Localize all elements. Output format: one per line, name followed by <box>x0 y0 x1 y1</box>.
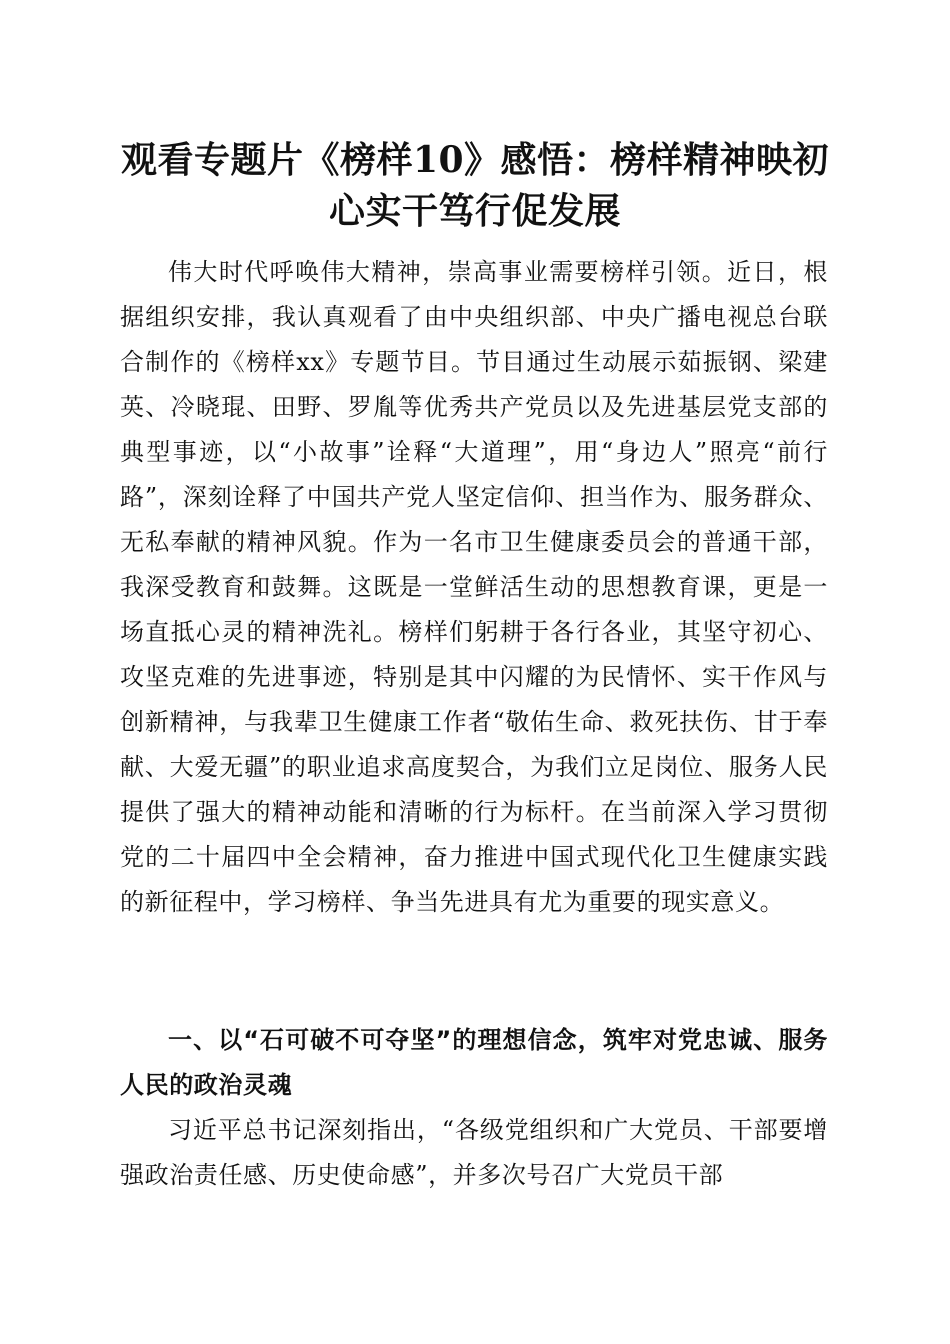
section-heading: 一、以“石可破不可夺坚”的理想信念，筑牢对党忠诚、服务人民的政治灵魂 <box>120 1026 828 1099</box>
document-title: 观看专题片《榜样10》感悟：榜样精神映初心实干笃行促发展 <box>120 139 830 232</box>
section-paragraph: 习近平总书记深刻指出，“各级党组织和广大党员、干部要增强政治责任感、历史使命感”，并多次号召广大党员干部 <box>120 1116 828 1189</box>
intro-paragraph: 伟大时代呼唤伟大精神，崇高事业需要榜样引领。近日，根据组织安排，我认真观看了由中央组织部、中央广播电视总台联合制作的《榜样xx》专题节目。节目通过生动展示茹振钢、梁建英、冷晓琨、田野、罗胤等优秀共产党员以及先进基层党支部的典型事迹，以“小故事”诠释“大道理”，用“身边人”照亮“前行路”，深刻诠释了中国共产党人坚定信仰、担当作为、服务群众、无私奉献的精神风貌。作为一名市卫生健康委员会的普通干部，我深受教育和鼓舞。这既是一堂鲜活生动的思想教育课，更是一场直抵心灵的精神洗礼。榜样们躬耕于各行各业，其坚守初心、攻坚克难的先进事迹，特别是其中闪耀的为民情怀、实干作风与创新精神，与我辈卫生健康工作者“敬佑生命、救死扶伤、甘于奉献、大爱无疆”的职业追求高度契合，为我们立足岗位、服务人民提供了强大的精神动能和清晰的行为标杆。在当前深入学习贯彻党的二十届四中全会精神，奋力推进中国式现代化卫生健康实践的新征程中，学习榜样、争当先进具有尤为重要的现实意义。 <box>120 258 828 916</box>
